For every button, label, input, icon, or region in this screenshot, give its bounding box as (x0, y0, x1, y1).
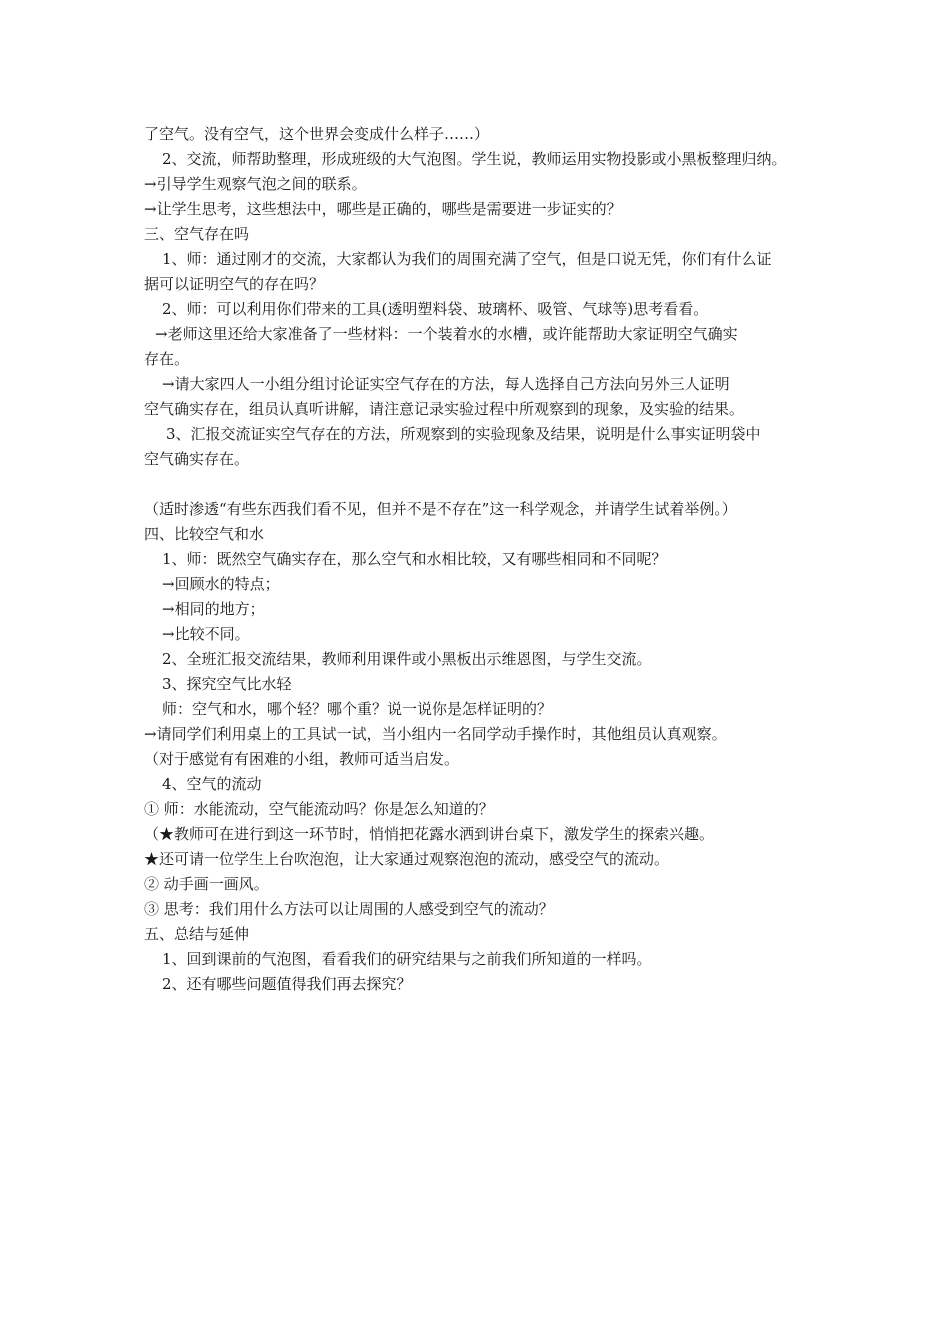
text-line-1: 了空气。没有空气，这个世界会变成什么样子……） (144, 125, 490, 143)
text-line-18: →回顾水的特点； (162, 575, 280, 593)
text-line-9: →老师这里还给大家准备了一些材料：一个装着水的水槽，或许能帮助大家证明空气确实 (155, 325, 738, 343)
text-line-29: ★还可请一位学生上台吹泡泡，让大家通过观察泡泡的流动，感受空气的流动。 (144, 850, 670, 868)
text-line-13: 3、汇报交流证实空气存在的方法，所观察到的实验现象及结果，说明是什么事实证明袋中 (166, 425, 761, 443)
text-line-2: 2、交流，师帮助整理，形成班级的大气泡图。学生说，教师运用实物投影或小黑板整理归纳。 (162, 150, 787, 168)
text-line-11: →请大家四人一小组分组讨论证实空气存在的方法，每人选择自己方法向另外三人证明 (162, 375, 730, 393)
text-line-25: （对于感觉有有困难的小组，教师可适当启发。 (144, 750, 460, 768)
text-line-23: 师：空气和水，哪个轻？哪个重？说一说你是怎样证明的？ (162, 700, 553, 718)
text-line-30: ② 动手画一画风。 (144, 875, 269, 893)
text-line-4: →让学生思考，这些想法中，哪些是正确的，哪些是需要进一步证实的？ (144, 200, 622, 218)
text-line-27: ① 师：水能流动，空气能流动吗？你是怎么知道的？ (144, 800, 494, 818)
text-line-20: →比较不同。 (162, 625, 250, 643)
text-line-8: 2、师：可以利用你们带来的工具(透明塑料袋、玻璃杯、吸管、气球等)思考看看。 (162, 300, 709, 318)
text-line-3: →引导学生观察气泡之间的联系。 (144, 175, 367, 193)
text-line-28: （★教师可在进行到这一环节时，悄悄把花露水洒到讲台桌下，激发学生的探索兴趣。 (144, 825, 715, 843)
section-heading-4: 四、比较空气和水 (144, 525, 265, 543)
text-line-17: 1、师：既然空气确实存在，那么空气和水相比较，又有哪些相同和不同呢？ (162, 550, 667, 568)
text-line-22: 3、探究空气比水轻 (162, 675, 292, 693)
section-heading-5: 五、总结与延伸 (144, 925, 250, 943)
text-line-33: 1、回到课前的气泡图，看看我们的研究结果与之前我们所知道的一样吗。 (162, 950, 652, 968)
text-line-19: →相同的地方； (162, 600, 265, 618)
text-line-12: 空气确实存在，组员认真听讲解，请注意记录实验过程中所观察到的现象，及实验的结果。 (144, 400, 745, 418)
text-line-10: 存在。 (144, 350, 190, 368)
text-line-26: 4、空气的流动 (162, 775, 262, 793)
text-line-21: 2、全班汇报交流结果，教师利用课件或小黑板出示维恩图，与学生交流。 (162, 650, 652, 668)
text-line-15: （适时渗透“有些东西我们看不见，但并不是不存在”这一科学观念，并请学生试着举例。） (144, 500, 737, 518)
text-line-7: 据可以证明空气的存在吗？ (144, 275, 325, 293)
text-line-14: 空气确实存在。 (144, 450, 250, 468)
text-line-24: →请同学们利用桌上的工具试一试，当小组内一名同学动手操作时，其他组员认真观察。 (144, 725, 727, 743)
text-line-34: 2、还有哪些问题值得我们再去探究？ (162, 975, 412, 993)
text-line-6: 1、师：通过刚才的交流，大家都认为我们的周围充满了空气，但是口说无凭，你们有什么证 (162, 250, 772, 268)
section-heading-3: 三、空气存在吗 (144, 225, 250, 243)
text-line-31: ③ 思考：我们用什么方法可以让周围的人感受到空气的流动？ (144, 900, 554, 918)
